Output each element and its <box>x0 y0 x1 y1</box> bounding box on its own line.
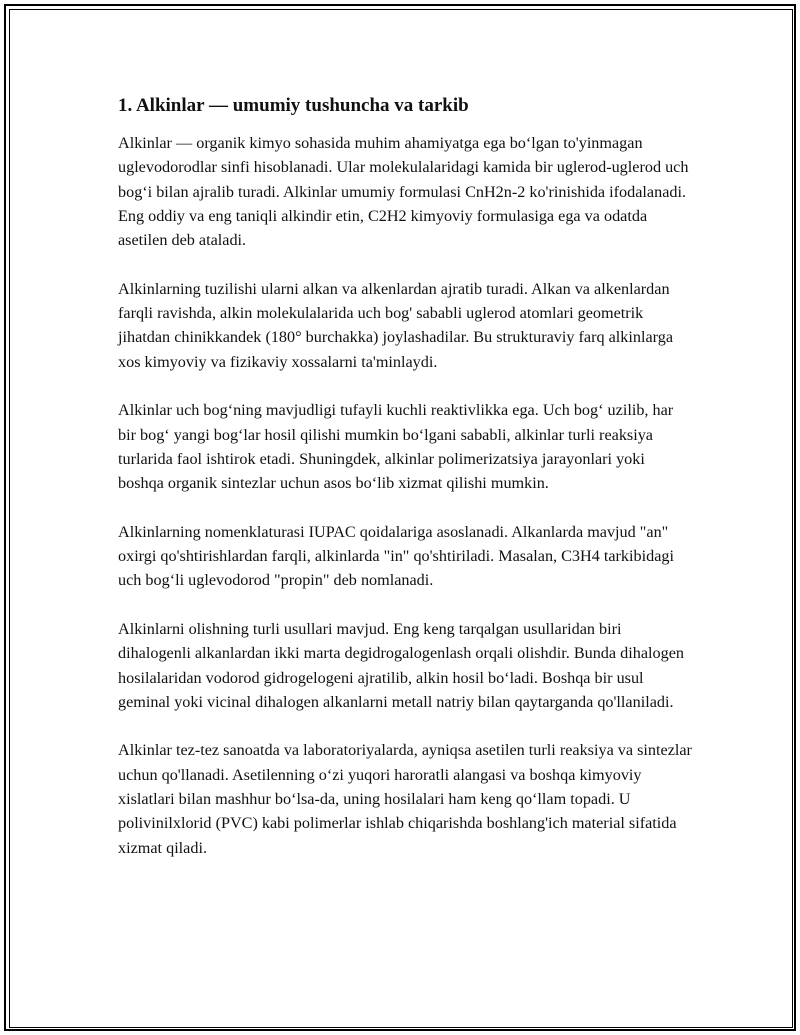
paragraph-5: Alkinlarni olishning turli usullari mavjud. Eng keng tarqalgan usullaridan biri dihalogenli alkanlardan ikki marta degidrogalogenlash orqali olishdir. Bunda dihalogen hosilalaridan vodorod gidrogelogeni ajratilib, alkin hosil bo‘ladi. Boshqa bir usul geminal yoki vicinal dihalogen alkanlarni metall natriy bilan qaytarganda qo'llaniladi. <box>118 619 684 711</box>
section-title: 1. Alkinlar — umumiy tushuncha va tarkib <box>118 95 469 116</box>
paragraph-1: Alkinlar — organik kimyo sohasida muhim ahamiyatga ega bo‘lgan to'yinmagan uglevodorodlar sinfi hisoblanadi. Ular molekulalaridagi kamida bir uglerod-uglerod uch bog‘i bilan ajralib turadi. Alkinlar umumiy formulasi CnH2n-2 ko'rinishida ifodalanadi. Eng oddiy va eng taniqli alkindir etin, C2H2 kimyoviy formulasiga ega va odatda asetilen deb ataladi. <box>118 134 689 250</box>
paragraph-3: Alkinlar uch bog‘ning mavjudligi tufayli kuchli reaktivlikka ega. Uch bog‘ uzilib, har bir bog‘ yangi bog‘lar hosil qilishi mumkin bo‘lgani sababli, alkinlar turli reaksiya turlarida faol ishtirok etadi. Shuningdek, alkinlar polimerizatsiya jarayonlari yoki boshqa organik sintezlar uchun asos bo‘lib xizmat qilishi mumkin. <box>118 401 674 493</box>
paragraph-4: Alkinlarning nomenklaturasi IUPAC qoidalariga asoslanadi. Alkanlarda mavjud "an" oxirgi qo'shtirishlardan farqli, alkinlarda "in" qo'shtiriladi. Masalan, C3H4 tarkibidagi uch bog‘li uglevodorod "propin" deb nomlanadi. <box>118 522 674 590</box>
paragraph-2: Alkinlarning tuzilishi ularni alkan va alkenlardan ajratib turadi. Alkan va alkenlardan farqli ravishda, alkin molekulalarida uch bog' sababli uglerod atomlari geometrik jihatdan chinikkandek (180° burchakka) joylashadilar. Bu strukturaviy farq alkinlarga xos kimyoviy va fizikaviy xossalarni ta'minlaydi. <box>118 279 674 371</box>
document-body <box>118 93 693 884</box>
paragraph-6: Alkinlar tez-tez sanoatda va laboratoriyalarda, ayniqsa asetilen turli reaksiya va sintezlar uchun qo'llanadi. Asetilenning o‘zi yuqori haroratli alangasi va boshqa kimyoviy xislatlari bilan mashhur bo‘lsa-da, uning hosilalari ham keng qo‘llam topadi. U polivinilxlorid (PVC) kabi polimerlar ishlab chiqarishda boshlang'ich material sifatida xizmat qiladi. <box>118 741 692 857</box>
